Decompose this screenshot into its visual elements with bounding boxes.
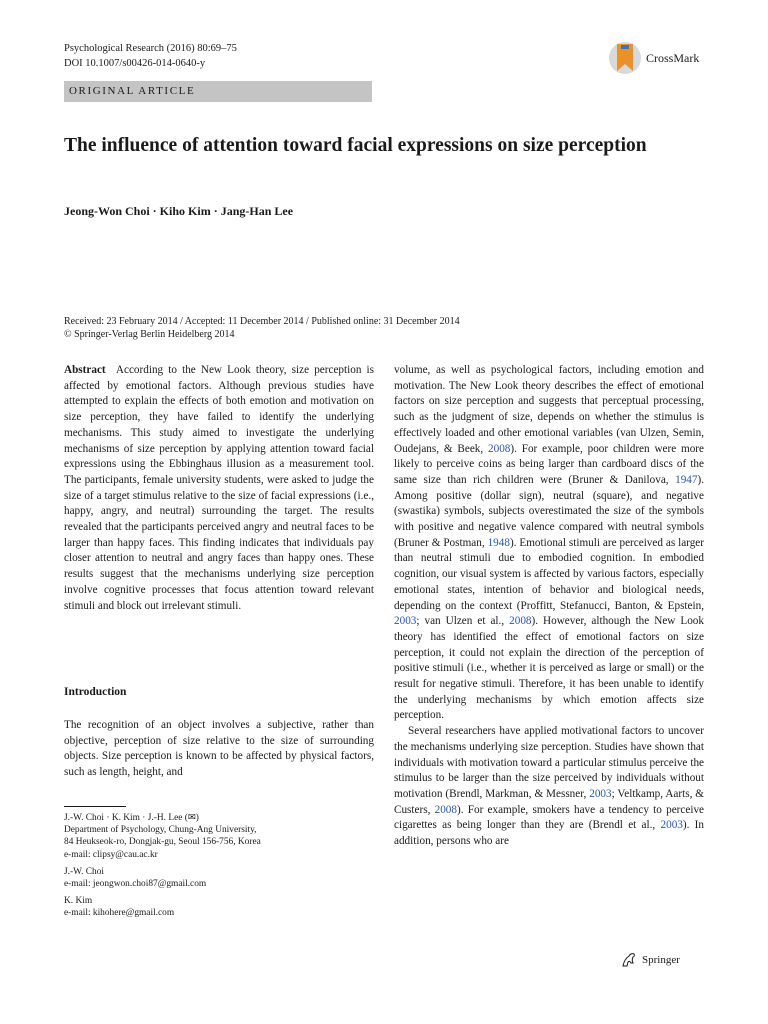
affiliation-block-kim: [64, 895, 374, 919]
abstract-label: Abstract: [64, 364, 106, 376]
crossmark-icon: [608, 39, 642, 77]
citation-link[interactable]: 2008: [509, 615, 532, 628]
citation-link[interactable]: 2003: [394, 615, 417, 628]
affiliation-block-choi: [64, 866, 374, 890]
affiliation-block-main: [64, 812, 374, 861]
citation-link[interactable]: 1948: [487, 536, 510, 549]
text-run: ). Emotional stimuli are perceived as larger than neutral stimuli due to embodied cognition. In embodied cognition, our visual system is affected by various factors, especially emotional states, intention of behavior and biological needs, depending on the context (Proffitt, Stefanucci, Banton, & Epstein,: [394, 536, 704, 612]
text-run: ; Veltkamp, Aarts, & Custers,: [394, 787, 704, 816]
introduction-paragraph: The recognition of an object involves a subjective, rather than objective, perception of size relative to the size of surrounding objects. Size perception is known to be affected by physical factors, such as length, height, and: [64, 719, 374, 779]
right-paragraph-2: [394, 724, 704, 850]
journal-citation: Psychological Research (2016) 80:69–75: [64, 43, 237, 54]
copyright-line: © Springer-Verlag Berlin Heidelberg 2014: [64, 329, 235, 340]
doi[interactable]: DOI 10.1007/s00426-014-0640-y: [64, 58, 206, 69]
affiliations: [64, 812, 374, 925]
citation-link[interactable]: 2008: [434, 803, 457, 816]
text-run: ). For example, smokers have a tendency to perceive cigarettes as being longer than they are (Brendl et al.,: [394, 803, 705, 832]
affiliation-address: 84 Heukseok-ro, Dongjak-gu, Seoul 156-756, Korea: [64, 837, 261, 848]
citation-link[interactable]: 1947: [675, 473, 698, 486]
text-run: ). In addition, persons who are: [394, 819, 704, 848]
affiliation-department: Department of Psychology, Chung-Ang University,: [64, 825, 257, 836]
text-run: ; van Ulzen et al.,: [416, 615, 510, 628]
journal-header: [64, 41, 237, 71]
text-run: Several researchers have applied motivational factors to uncover the mechanisms underlying size perception. Studies have shown that individuals with motivation toward a particular stimulus perceive the stimulus to be larger than the size perceived by individuals without motivation (Brendl, Markman, & Messner,: [394, 725, 704, 800]
received-line: Received: 23 February 2014 / Accepted: 11 December 2014 / Published online: 31 December 2014: [64, 316, 460, 327]
author-name-choi: J.-W. Choi: [64, 866, 105, 877]
springer-horse-icon: [620, 952, 638, 968]
text-run: ). For example, poor children were more likely to perceive coins as being larger than cardboard discs of the same size than rich children were (Bruner & Danilova,: [394, 442, 704, 486]
publisher-name: Springer: [642, 954, 680, 966]
text-run: volume, as well as psychological factors, including emotion and motivation. The New Look theory describes the effect of emotional factors on size perception and suggests that perceptual processing, such as the judgment of size, depends on whether the stimulus is effectively loaded and other emotional variables (van Ulzen, Semin, Oudejans, & Beek,: [394, 364, 704, 455]
article-title: The influence of attention toward facial expressions on size perception: [64, 135, 647, 156]
footnote-rule: [64, 806, 126, 807]
citation-link[interactable]: 2008: [488, 442, 511, 455]
article-type: ORIGINAL ARTICLE: [69, 85, 196, 97]
right-paragraph-1: [394, 363, 704, 724]
text-run: ). However, although the New Look theory has identified the effect of emotional factors on size perception, it could not explain the direction of the perception of positive stimuli (i.e., whether it is perceived as large or small) or the result for negative stimuli. Therefore, it has been unable to identify the underlying mechanisms by which emotion affects size perception.: [394, 615, 704, 722]
right-column: [394, 363, 704, 850]
article-type-banner: [64, 81, 372, 102]
introduction-text: [64, 718, 374, 781]
publisher-footer: [620, 952, 680, 968]
citation-link[interactable]: 2003: [660, 819, 683, 832]
crossmark-label: CrossMark: [646, 50, 700, 65]
email-choi[interactable]: e-mail: jeongwon.choi87@gmail.com: [64, 879, 207, 890]
introduction-heading: Introduction: [64, 686, 127, 698]
email-lee[interactable]: e-mail: clipsy@cau.ac.kr: [64, 849, 158, 860]
abstract: [64, 363, 374, 614]
abstract-text: According to the New Look theory, size perception is affected by emotional factors. Although previous studies have attempted to explain the effects of both emotion and motivation on size perception, they have failed to identify the underlying mechanisms. This study aimed to investigate the underlying mechanisms of size perception by applying attention toward facial expressions using the Ebbinghaus illusion as a measurement tool. The participants, female university students, were asked to judge the size of a target stimulus relative to the size of facial expressions (i.e., happy, angry, and neutral) surrounding the target. The results revealed that the participants perceived angry and neutral faces to be larger than happy faces. This finding indicates that individuals pay closer attention to neutral and angry faces than happy ones. These results suggest that the mechanisms underlying size perception involve cognitive processes that focus attention toward relevant stimuli and block out irrelevant stimuli.: [64, 364, 375, 612]
text-run: ). Among positive (dollar sign), neutral (square), and negative (swastika) symbols, subjects overestimated the size of the symbols with positive and negative valence compared with neutral symbols (Bruner & Postman,: [394, 473, 704, 549]
crossmark-badge[interactable]: [608, 39, 699, 77]
author-name-kim: K. Kim: [64, 896, 93, 907]
authors: Jeong-Won Choi · Kiho Kim · Jang-Han Lee: [64, 204, 294, 218]
citation-link[interactable]: 2003: [589, 787, 612, 800]
affiliation-authors: J.-W. Choi · K. Kim · J.-H. Lee (✉): [64, 813, 199, 823]
email-kim[interactable]: e-mail: kihohere@gmail.com: [64, 908, 175, 919]
publication-dates: [64, 315, 704, 341]
